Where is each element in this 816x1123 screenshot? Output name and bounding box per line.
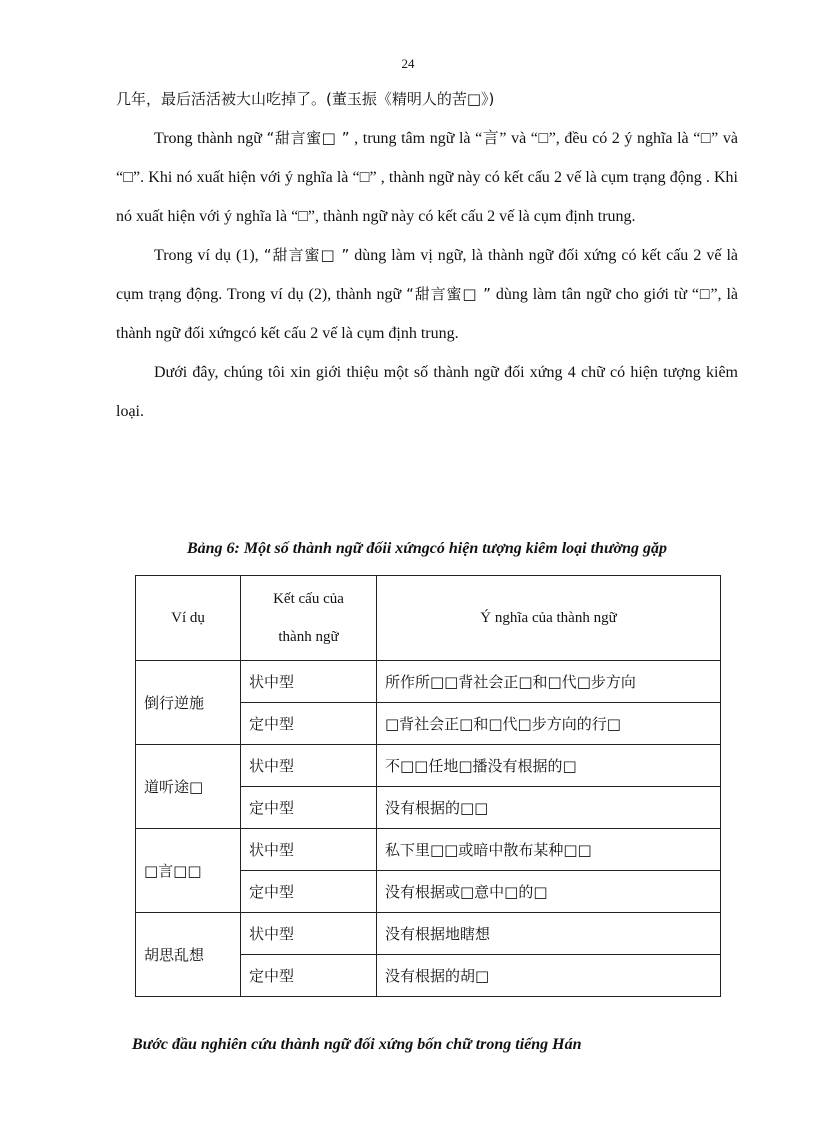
example-cell: 倒行逆施 — [136, 661, 241, 745]
structure-cell: 状中型 — [241, 661, 377, 703]
p2-idiom-2: “甜言蜜□ ” — [406, 285, 491, 303]
structure-cell: 定中型 — [241, 787, 377, 829]
header-meaning: Ý nghĩa của thành ngữ — [377, 576, 721, 661]
table-row — [136, 829, 721, 871]
example-cell: 道听途□ — [136, 745, 241, 829]
meaning-cell: 私下里□□或暗中散布某种□□ — [377, 829, 721, 871]
p2-text-c: dùng làm tân ngữ cho giới từ “□”, là thành ngữ đối xứngcó kết cấu 2 vế là cụm định trung. — [116, 286, 738, 342]
meaning-cell: □背社会正□和□代□步方向的行□ — [377, 703, 721, 745]
p1-text-b: , trung tâm ngữ là “言” và “□”, đều có 2 ý nghĩa là “□” và “□”. Khi nó xuất hiện với ý nghĩa là “□” , thành ngữ này có kết cấu 2 vế là cụm trạng động . Khi nó xuất hiện với ý nghĩa là “□”, thành ngữ này có kết cấu 2 vế là cụm định trung. — [116, 130, 738, 225]
structure-cell: 状中型 — [241, 745, 377, 787]
idiom-table — [135, 575, 721, 997]
meaning-cell: 没有根据或□意中□的□ — [377, 871, 721, 913]
meaning-cell: 没有根据的胡□ — [377, 955, 721, 997]
intro-line-text: 几年，最后活活被大山吃掉了。(董玉振《精明人的苦□》) — [116, 90, 495, 108]
header-structure — [241, 576, 377, 661]
meaning-cell: 所作所□□背社会正□和□代□步方向 — [377, 661, 721, 703]
structure-cell: 定中型 — [241, 871, 377, 913]
header-structure-line2: thành ngữ — [278, 629, 339, 645]
table-row — [136, 745, 721, 787]
p2-idiom-1: “甜言蜜□ ” — [263, 246, 350, 264]
table-header-row — [136, 576, 721, 661]
meaning-cell: 没有根据的□□ — [377, 787, 721, 829]
p1-idiom: “甜言蜜□ ” — [266, 129, 350, 147]
example-cell: □言□□ — [136, 829, 241, 913]
paragraph-1 — [116, 119, 738, 236]
paragraph-2 — [116, 236, 738, 353]
example-cell: 胡思乱想 — [136, 913, 241, 997]
meaning-cell: 不□□任地□播没有根据的□ — [377, 745, 721, 787]
p1-text-a: Trong thành ngữ — [154, 130, 267, 147]
structure-cell: 状中型 — [241, 829, 377, 871]
page-number: 24 — [401, 56, 415, 71]
table-caption: Bảng 6: Một số thành ngữ đốii xứngcó hiện tượng kiêm loại thường gặp — [186, 540, 668, 557]
structure-cell: 定中型 — [241, 955, 377, 997]
p2-text-b: dùng làm vị ngữ, là thành ngữ đối xứng có kết cấu 2 vế là cụm trạng động. Trong ví dụ (2), thành ngữ — [116, 247, 738, 303]
table-row — [136, 661, 721, 703]
structure-cell: 状中型 — [241, 913, 377, 955]
body-text — [116, 80, 738, 431]
intro-line — [116, 80, 738, 119]
header-example: Ví dụ — [136, 576, 241, 661]
p2-text-a: Trong ví dụ (1), — [154, 247, 264, 264]
header-structure-line1: Kết cấu của — [273, 591, 344, 607]
structure-cell: 定中型 — [241, 703, 377, 745]
table-row — [136, 913, 721, 955]
footer-title: Bước đầu nghiên cứu thành ngữ đối xứng bốn chữ trong tiếng Hán — [132, 1036, 582, 1053]
meaning-cell: 没有根据地瞎想 — [377, 913, 721, 955]
paragraph-3: Dưới đây, chúng tôi xin giới thiệu một số thành ngữ đối xứng 4 chữ có hiện tượng kiêm loại. — [116, 364, 738, 420]
